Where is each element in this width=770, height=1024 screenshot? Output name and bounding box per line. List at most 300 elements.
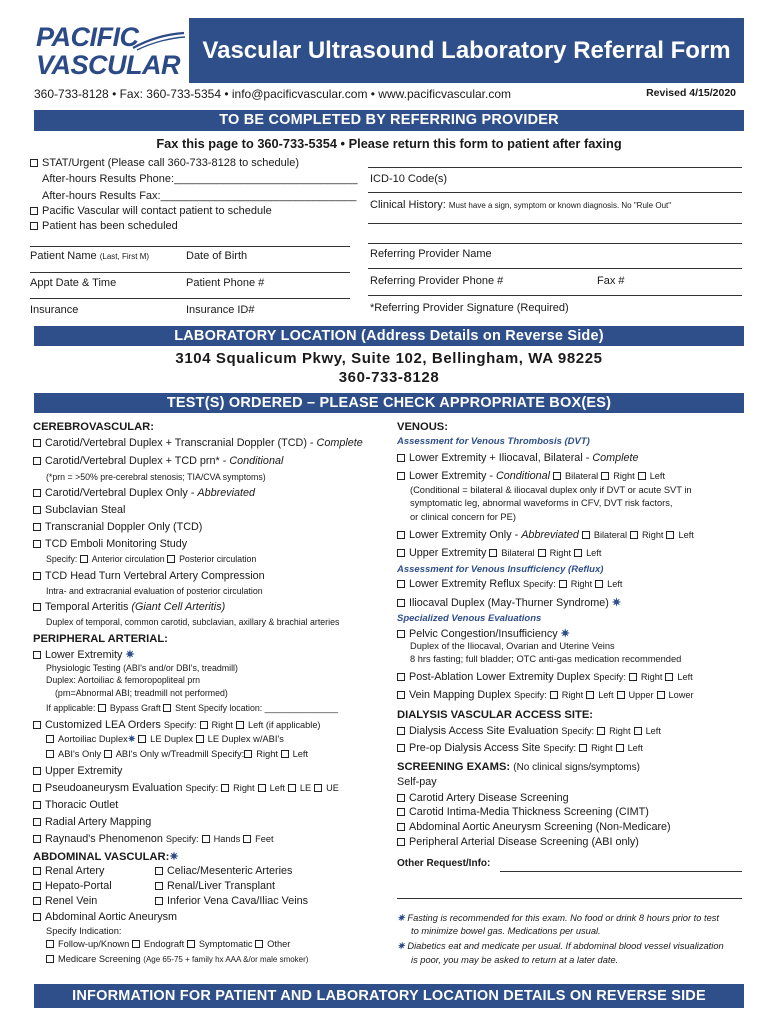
venous-item-2[interactable]: [397, 470, 665, 482]
venous-item-7-note-2: 8 hrs fasting; full bladder; OTC anti-gas medication recommended: [410, 654, 682, 664]
abdominal-medicare: [46, 954, 308, 964]
label: TCD Emboli Monitoring Study: [45, 538, 188, 550]
checkbox-icon[interactable]: [33, 882, 41, 890]
logo-line1: PACIFIC: [36, 22, 139, 52]
label: Bilateral: [593, 530, 628, 540]
insurance-id-field[interactable]: Insurance ID#: [186, 304, 255, 316]
label: Lower Extremity + Iliocaval, Bilateral -: [409, 452, 593, 464]
peripheral-item-5[interactable]: [33, 799, 118, 811]
label: Right: [549, 548, 572, 558]
pv-schedule-label: Pacific Vascular will contact patient to schedule: [42, 205, 272, 217]
peripheral-heading: PERIPHERAL ARTERIAL:: [33, 633, 168, 645]
checkbox-icon[interactable]: [258, 784, 266, 792]
label: Medicare Screening: [58, 954, 141, 964]
checkbox-icon[interactable]: [33, 913, 41, 921]
venous-item-5[interactable]: [397, 578, 622, 590]
checkbox-icon[interactable]: [33, 651, 41, 659]
label: Upper Extremity: [45, 765, 123, 777]
label: Temporal Arteritis: [45, 601, 132, 613]
other-request-label: Other Request/Info:: [397, 858, 491, 869]
label: TCD Head Turn Vertebral Artery Compression: [45, 570, 265, 582]
peripheral-item-6[interactable]: [33, 816, 151, 828]
asterisk-icon: ✷: [169, 851, 179, 863]
checkbox-icon[interactable]: [33, 767, 41, 775]
checkbox-icon[interactable]: [33, 835, 41, 843]
label: Radial Artery Mapping: [45, 816, 152, 828]
checkbox-icon[interactable]: [132, 940, 140, 948]
cerebro-item-7[interactable]: [33, 570, 265, 582]
checkbox-icon[interactable]: [397, 838, 405, 846]
cerebro-item-3[interactable]: [33, 487, 255, 499]
checkbox-icon[interactable]: [397, 630, 405, 638]
icd-label: ICD-10 Code(s): [370, 173, 448, 185]
abdominal-item-3[interactable]: [33, 880, 112, 892]
label: Right: [233, 783, 255, 793]
checkbox-icon[interactable]: [33, 867, 41, 875]
checkbox-icon[interactable]: [33, 506, 41, 514]
lab-address: 3104 Squalicum Pkwy, Suite 102, Bellingham, WA 98225: [175, 350, 603, 367]
checkbox-icon[interactable]: [397, 599, 405, 607]
label: Right: [640, 672, 663, 682]
screening-item-4[interactable]: [397, 836, 639, 848]
label: Bilateral: [501, 548, 535, 558]
label: Subclavian Steal: [45, 504, 126, 516]
venous-item-2-note-2: symptomatic leg, abnormal waveforms in CFV, DVT risk factors,: [410, 498, 673, 508]
dvt-subheading: Assessment for Venous Thrombosis (DVT): [397, 436, 590, 447]
special-subheading: Specialized Venous Evaluations: [397, 613, 542, 624]
peripheral-item-4[interactable]: [33, 782, 339, 794]
label: Renal Artery: [45, 865, 105, 877]
checkbox-icon[interactable]: [155, 882, 163, 890]
ref-phone-field[interactable]: Referring Provider Phone #: [370, 275, 504, 287]
screening-item-1[interactable]: [397, 792, 569, 804]
peripheral-item-7[interactable]: [33, 833, 274, 845]
label: Right: [613, 471, 635, 481]
reflux-subheading: Assessment for Venous Insufficiency (Reflux): [397, 564, 604, 575]
asterisk-icon: ✷: [125, 649, 135, 661]
label: Aortoiliac Duplex: [58, 734, 128, 744]
clinical-line-2[interactable]: [368, 243, 742, 244]
venous-item-4[interactable]: [397, 547, 601, 559]
appt-field[interactable]: Appt Date & Time: [30, 277, 117, 289]
logo-line2: VASCULAR: [36, 50, 180, 80]
checkbox-icon[interactable]: [33, 603, 41, 611]
contact-line: 360-733-8128 • Fax: 360-733-5354 • info@pacificvascular.com • www.pacificvascular.com: [34, 87, 512, 101]
label: Specify location: _______________: [198, 703, 339, 713]
label: Right: [642, 530, 664, 540]
fax-field[interactable]: Fax #: [597, 275, 625, 287]
label: Left (if applicable): [247, 720, 321, 730]
footer-bar: INFORMATION FOR PATIENT AND LABORATORY LOCATION DETAILS ON REVERSE SIDE: [34, 984, 744, 1008]
asterisk-icon: ✷: [397, 941, 405, 951]
label: Lower Extremity Only -: [409, 529, 522, 541]
label: Upper: [628, 690, 654, 700]
ref-provider-field[interactable]: Referring Provider Name: [370, 248, 492, 260]
label-italic: Conditional: [496, 470, 551, 482]
rule: [368, 295, 742, 296]
checkbox-icon[interactable]: [397, 794, 405, 802]
screening-heading: [397, 761, 640, 773]
cerebro-item-6[interactable]: [33, 538, 187, 550]
label: Customized LEA Orders: [45, 719, 161, 731]
patient-name-field[interactable]: [30, 250, 149, 262]
checkbox-icon[interactable]: [236, 721, 244, 729]
label: Upper Extremity: [409, 547, 487, 559]
after-hours-fax: After-hours Results Fax:________________________________: [42, 190, 357, 202]
checkbox-icon[interactable]: [397, 691, 405, 699]
other-request-line[interactable]: [500, 871, 742, 872]
peripheral-item-1[interactable]: [33, 648, 134, 661]
peripheral-sub-2: Duplex: Aortoiliac & femoropopliteal prn: [46, 675, 201, 685]
checkbox-icon[interactable]: [33, 784, 41, 792]
checkbox-icon[interactable]: [98, 704, 106, 712]
checkbox-icon[interactable]: [33, 439, 41, 447]
form-title: Vascular Ultrasound Laboratory Referral Form: [189, 18, 744, 83]
checkbox-icon[interactable]: [200, 721, 208, 729]
label: Left: [607, 579, 623, 589]
insurance-field[interactable]: Insurance: [30, 304, 79, 316]
label: Inferior Vena Cava/Iliac Veins: [167, 895, 309, 907]
referring-bar: TO BE COMPLETED BY REFERRING PROVIDER: [34, 110, 744, 131]
checkbox-icon[interactable]: [221, 784, 229, 792]
checkbox-icon[interactable]: [574, 549, 582, 557]
checkbox-icon[interactable]: [30, 222, 38, 230]
patient-name-label: Patient Name: [30, 250, 97, 262]
rule: [368, 167, 742, 168]
cerebro-item-8-note: Duplex of temporal, common carotid, subclavian, axillary & brachial arteries: [46, 617, 340, 627]
label: Transcranial Doppler Only (TCD): [45, 521, 203, 533]
label: Lower: [668, 690, 694, 700]
checkbox-icon[interactable]: [597, 727, 605, 735]
venous-item-6[interactable]: [397, 596, 621, 609]
checkbox-icon[interactable]: [601, 472, 609, 480]
screening-item-2[interactable]: [397, 806, 649, 818]
patient-name-note: (Last, First M): [99, 252, 150, 261]
label: Specify:: [163, 720, 197, 730]
clinical-note: Must have a sign, symptom or known diagnosis. No "Rule Out": [448, 201, 672, 210]
checkbox-icon[interactable]: [196, 735, 204, 743]
stat-label: STAT/Urgent (Please call 360-733-8128 to schedule): [42, 157, 300, 169]
venous-item-2-note-3: or clinical concern for PE): [410, 512, 516, 522]
asterisk-icon: ✷: [127, 734, 136, 744]
cerebro-item-2-note: (*prn = >50% pre-cerebral stenosis; TIA/CVA symptoms): [46, 472, 266, 482]
label: Left: [627, 743, 643, 753]
fasting-note-2: to minimize bowel gas. Medications per usual.: [411, 926, 601, 936]
checkbox-icon[interactable]: [187, 940, 195, 948]
clinical-line[interactable]: [368, 223, 742, 224]
checkbox-icon[interactable]: [397, 744, 405, 752]
cerebro-item-5[interactable]: [33, 521, 202, 533]
peripheral-sub-1: Physiologic Testing (ABI's and/or DBI's, treadmill): [46, 663, 238, 673]
checkbox-icon[interactable]: [33, 801, 41, 809]
checkbox-icon[interactable]: [579, 744, 587, 752]
checkbox-icon[interactable]: [397, 727, 405, 735]
label: Left: [649, 471, 666, 481]
label: Right: [570, 579, 593, 589]
cerebro-item-7-note: Intra- and extracranial evaluation of posterior circulation: [46, 586, 263, 596]
checkbox-icon[interactable]: [46, 940, 54, 948]
checkbox-icon[interactable]: [489, 549, 497, 557]
checkbox-icon[interactable]: [616, 744, 624, 752]
checkbox-icon[interactable]: [243, 835, 251, 843]
label: Fasting is recommended for this exam. No food or drink 8 hours prior to test: [407, 913, 719, 923]
label: Left: [678, 530, 694, 540]
checkbox-icon[interactable]: [638, 472, 646, 480]
label: Symptomatic: [198, 939, 253, 949]
checkbox-icon[interactable]: [550, 691, 558, 699]
label: Carotid/Vertebral Duplex Only -: [45, 487, 198, 499]
label: Carotid/Vertebral Duplex + TCD prn* -: [45, 455, 230, 467]
checkbox-icon[interactable]: [630, 531, 638, 539]
venous-item-3[interactable]: [397, 529, 694, 541]
checkbox-icon[interactable]: [397, 531, 405, 539]
label-italic: Abbreviated: [521, 529, 579, 541]
label: Abdominal Aortic Aneurysm Screening (Non-Medicare): [409, 821, 671, 833]
checkbox-icon[interactable]: [595, 580, 603, 588]
label: Celiac/Mesenteric Arteries: [167, 865, 293, 877]
label: Anterior circulation: [91, 554, 165, 564]
label: (Age 65-75 + family hx AAA &/or male smoker): [143, 955, 309, 964]
checkbox-icon[interactable]: [33, 897, 41, 905]
patient-scheduled-option[interactable]: [30, 220, 178, 232]
logo-swoosh-icon: [131, 30, 186, 52]
label: Specify:: [593, 672, 626, 682]
label: Renel Vein: [45, 895, 98, 907]
abdominal-item-2[interactable]: [155, 865, 292, 877]
cerebro-item-2[interactable]: [33, 455, 283, 467]
dialysis-item-2[interactable]: [397, 742, 643, 754]
checkbox-icon[interactable]: [666, 531, 674, 539]
label: Vein Mapping Duplex: [409, 689, 512, 701]
label-italic: Complete: [316, 437, 363, 449]
venous-item-7-note-1: Duplex of the Iliocaval, Ovarian and Uterine Veins: [410, 641, 615, 651]
label: Posterior circulation: [179, 554, 257, 564]
label: Endograft: [143, 939, 185, 949]
checkbox-icon[interactable]: [104, 750, 112, 758]
label: LE Duplex w/ABI's: [207, 734, 284, 744]
checkbox-icon[interactable]: [665, 673, 673, 681]
asterisk-icon: ✷: [560, 628, 570, 640]
label: Right: [256, 749, 278, 759]
label: Right: [591, 743, 613, 753]
dialysis-item-1[interactable]: [397, 725, 661, 737]
checkbox-icon[interactable]: [657, 691, 665, 699]
label: Specify:: [211, 749, 245, 759]
checkbox-icon[interactable]: [30, 159, 38, 167]
checkbox-icon[interactable]: [397, 472, 405, 480]
tests-bar: TEST(S) ORDERED – PLEASE CHECK APPROPRIATE BOX(ES): [34, 393, 744, 413]
label: If applicable:: [46, 703, 96, 713]
dialysis-heading: DIALYSIS VASCULAR ACCESS SITE:: [397, 709, 594, 721]
abdominal-item-6[interactable]: [155, 895, 308, 907]
rule: [30, 272, 350, 273]
label: ABI's Only: [58, 749, 102, 759]
checkbox-icon[interactable]: [559, 580, 567, 588]
label: LE Duplex: [150, 734, 194, 744]
label: Right: [211, 720, 233, 730]
label: Right: [561, 690, 584, 700]
diabetic-note-2: is poor, you may be asked to return at a later date.: [411, 955, 619, 965]
checkbox-icon[interactable]: [582, 531, 590, 539]
checkbox-icon[interactable]: [244, 750, 252, 758]
signature-field[interactable]: *Referring Provider Signature (Required): [370, 302, 569, 314]
checkbox-icon[interactable]: [617, 691, 625, 699]
peripheral-item-3[interactable]: [33, 765, 122, 777]
venous-item-8[interactable]: [397, 671, 693, 683]
asterisk-icon: ✷: [611, 597, 621, 609]
abdominal-spec: Specify Indication:: [46, 926, 122, 936]
checkbox-icon[interactable]: [33, 721, 41, 729]
rule: [368, 268, 742, 269]
checkbox-icon[interactable]: [33, 572, 41, 580]
checkbox-icon[interactable]: [33, 523, 41, 531]
patient-scheduled-label: Patient has been scheduled: [42, 220, 178, 232]
checkbox-icon[interactable]: [397, 823, 405, 831]
label: Abdominal Aortic Aneurysm: [45, 911, 178, 923]
label: Thoracic Outlet: [45, 799, 119, 811]
peripheral-item-2-opts-2: [46, 749, 308, 759]
checkbox-icon[interactable]: [163, 704, 171, 712]
checkbox-icon[interactable]: [586, 691, 594, 699]
venous-item-7[interactable]: [397, 627, 570, 640]
label: Lower Extremity Reflux: [409, 578, 521, 590]
label: Specify:: [561, 726, 595, 736]
label: Post-Ablation Lower Extremity Duplex: [409, 671, 591, 683]
revised-date: Revised 4/15/2020: [646, 87, 736, 99]
cerebro-item-1[interactable]: [33, 437, 363, 449]
checkbox-icon[interactable]: [155, 897, 163, 905]
checkbox-icon[interactable]: [46, 955, 54, 963]
label: Left: [292, 749, 309, 759]
label-italic: (Giant Cell Arteritis): [131, 601, 226, 613]
abdominal-item-4[interactable]: [155, 880, 275, 892]
peripheral-sub-3: (prn=Abnormal ABI; treadmill not performed): [55, 688, 228, 698]
checkbox-icon[interactable]: [46, 735, 54, 743]
checkbox-icon[interactable]: [30, 207, 38, 215]
label-italic: Conditional: [229, 455, 284, 467]
label: Lower Extremity -: [409, 470, 496, 482]
label: Right: [609, 726, 631, 736]
checkbox-icon[interactable]: [397, 580, 405, 588]
checkbox-icon[interactable]: [634, 727, 642, 735]
peripheral-item-2-opts: [46, 734, 284, 745]
peripheral-item-2[interactable]: [33, 719, 321, 731]
label: Stent: [175, 703, 196, 713]
checkbox-icon[interactable]: [202, 835, 210, 843]
label: Other: [267, 939, 291, 949]
checkbox-icon[interactable]: [281, 750, 289, 758]
after-hours-phone: After-hours Results Phone:______________________________: [42, 173, 358, 185]
label: Specify:: [514, 690, 547, 700]
clinical-label: Clinical History:: [370, 199, 446, 211]
checkbox-icon[interactable]: [46, 750, 54, 758]
label: Iliocaval Duplex (May-Thurner Syndrome): [409, 597, 609, 609]
abdominal-heading: [33, 850, 179, 863]
checkbox-icon[interactable]: [314, 784, 322, 792]
label: Specify:: [523, 579, 556, 589]
checkbox-icon[interactable]: [553, 472, 561, 480]
checkbox-icon[interactable]: [138, 735, 146, 743]
label: Bilateral: [565, 471, 599, 481]
label: Follow-up/Known: [58, 939, 130, 949]
label: Pelvic Congestion/Insufficiency: [409, 628, 558, 640]
diabetic-note: [397, 941, 724, 952]
checkbox-icon[interactable]: [33, 457, 41, 465]
logo: [36, 24, 186, 80]
abdominal-item-5[interactable]: [33, 895, 97, 907]
label: Lower Extremity: [45, 649, 123, 661]
label: UE: [326, 783, 339, 793]
rule: [30, 246, 350, 247]
checkbox-icon[interactable]: [33, 489, 41, 497]
checkbox-icon[interactable]: [397, 549, 405, 557]
icd-line[interactable]: [368, 192, 742, 193]
label: Left: [269, 783, 285, 793]
label: Carotid Intima-Media Thickness Screening (CIMT): [409, 806, 649, 818]
screening-selfpay: Self-pay: [397, 776, 437, 788]
label: Feet: [255, 834, 274, 844]
label: Renal/Liver Transplant: [167, 880, 276, 892]
screening-item-3[interactable]: [397, 821, 671, 833]
abdominal-item-1[interactable]: [33, 865, 104, 877]
cerebro-item-8[interactable]: [33, 601, 225, 613]
label: Left: [677, 672, 693, 682]
cerebro-heading: CEREBROVASCULAR:: [33, 421, 154, 433]
checkbox-icon[interactable]: [33, 540, 41, 548]
checkbox-icon[interactable]: [538, 549, 546, 557]
fasting-note: [397, 913, 719, 924]
checkbox-icon[interactable]: [155, 867, 163, 875]
patient-phone-field[interactable]: Patient Phone #: [186, 277, 265, 289]
label: Specify:: [46, 554, 78, 564]
dob-field[interactable]: Date of Birth: [186, 250, 248, 262]
label: Raynaud's Phenomenon: [45, 833, 163, 845]
checkbox-icon[interactable]: [288, 784, 296, 792]
lab-phone: 360-733-8128: [338, 369, 440, 386]
stat-option[interactable]: [30, 157, 299, 169]
label-italic: Abbreviated: [197, 487, 256, 499]
label: Bypass Graft: [109, 703, 161, 713]
label: Carotid Artery Disease Screening: [409, 792, 569, 804]
pv-schedule-option[interactable]: [30, 205, 272, 217]
checkbox-icon[interactable]: [397, 454, 405, 462]
checkbox-icon[interactable]: [255, 940, 263, 948]
other-request-line-2[interactable]: [397, 898, 742, 899]
label: Hepato-Portal: [45, 880, 112, 892]
label: Hands: [213, 834, 241, 844]
label: Left: [598, 690, 614, 700]
label: Carotid/Vertebral Duplex + Transcranial Doppler (TCD) -: [45, 437, 317, 449]
venous-item-9[interactable]: [397, 689, 694, 701]
venous-item-2-note-1: (Conditional = bilateral & iliocaval duplex only if DVT or acute SVT in: [410, 485, 692, 495]
checkbox-icon[interactable]: [629, 673, 637, 681]
asterisk-icon: ✷: [397, 913, 405, 923]
label: Left: [586, 548, 602, 558]
abdominal-item-7[interactable]: [33, 911, 177, 923]
checkbox-icon[interactable]: [33, 818, 41, 826]
checkbox-icon[interactable]: [397, 808, 405, 816]
clinical-history: [370, 199, 671, 211]
label: Left: [645, 726, 661, 736]
venous-heading: VENOUS:: [397, 421, 448, 433]
label: LE: [299, 783, 312, 793]
label: Peripheral Arterial Disease Screening (ABI only): [409, 836, 639, 848]
venous-item-1[interactable]: [397, 452, 639, 464]
checkbox-icon[interactable]: [80, 555, 88, 563]
checkbox-icon[interactable]: [167, 555, 175, 563]
cerebro-item-4[interactable]: [33, 504, 125, 516]
checkbox-icon[interactable]: [397, 673, 405, 681]
